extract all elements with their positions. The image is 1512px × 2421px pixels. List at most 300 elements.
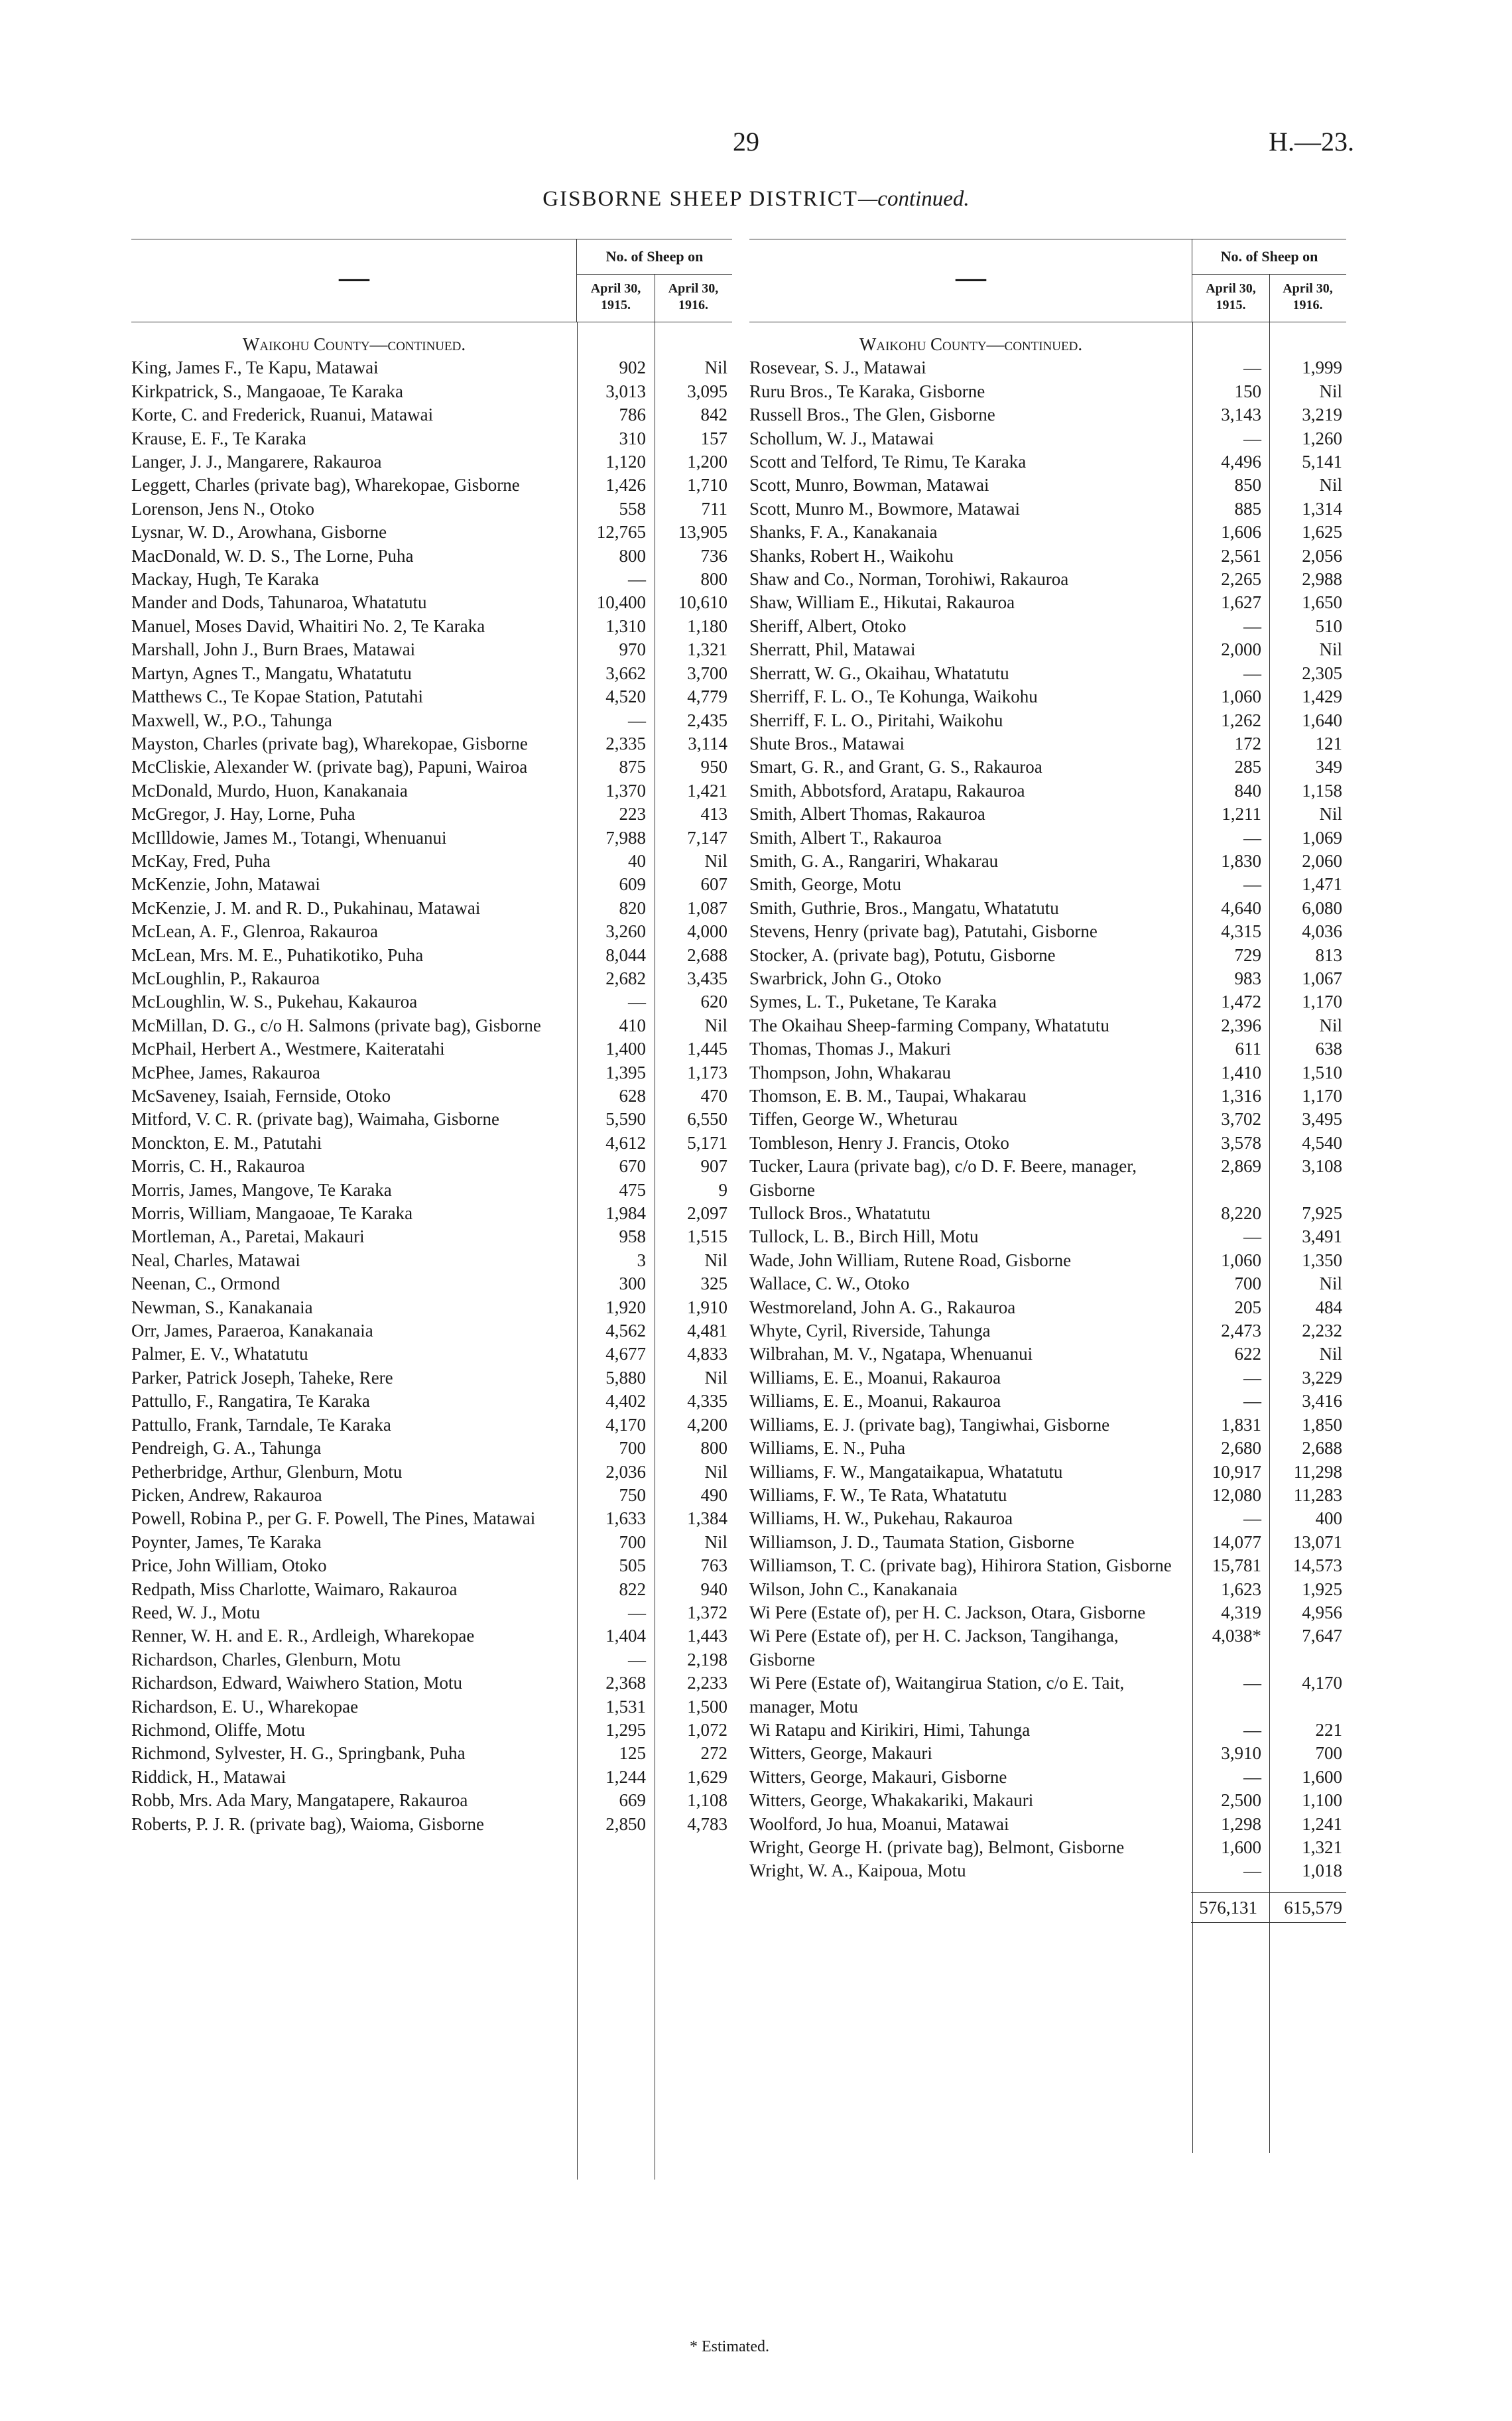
table-row <box>131 1061 732 1084</box>
holder-name: Neal, Charles, Matawai <box>131 1250 300 1270</box>
sheep-1916: 4,481 <box>687 1321 727 1341</box>
holder-name: Smith, Abbotsford, Aratapu, Rakauroa <box>749 780 1025 801</box>
sheep-1916: 10,610 <box>678 592 727 613</box>
holder-name: Ruru Bros., Te Karaka, Gisborne <box>749 381 985 401</box>
holder-name: Smith, G. A., Rangariri, Whakarau <box>749 850 999 871</box>
sheep-1916: 1,445 <box>687 1039 727 1059</box>
holder-name: Wi Pere (Estate of), Waitangirua Station, c/o E. Tait, manager, Motu <box>749 1673 1125 1717</box>
sheep-1915: 700 <box>1234 1274 1261 1294</box>
holder-name: Stevens, Henry (private bag), Patutahi, Gisborne <box>749 921 1098 942</box>
holder-name: Richardson, Charles, Glenburn, Motu <box>131 1649 401 1669</box>
sheep-1916: 1,710 <box>687 475 727 495</box>
holder-name: Thomas, Thomas J., Makuri <box>749 1039 951 1059</box>
sheep-1916: 3,219 <box>1302 405 1342 425</box>
sheep-1915: 2,368 <box>605 1673 646 1693</box>
table-row <box>749 1413 1346 1437</box>
sheep-1915: — <box>1243 1367 1261 1388</box>
right-header-dash: — <box>956 260 986 294</box>
table-row <box>749 732 1346 755</box>
sheep-1915: 3,910 <box>1221 1743 1261 1764</box>
table-row <box>131 403 732 426</box>
right-header-col-1916: April 30, 1916. <box>1283 281 1333 312</box>
sheep-1916: 1,067 <box>1302 968 1342 988</box>
holder-name: Mayston, Charles (private bag), Wharekopae, Gisborne <box>131 733 528 753</box>
sheep-1916: 842 <box>700 405 727 425</box>
table-row <box>131 1624 732 1648</box>
sheep-1915: 15,781 <box>1212 1555 1261 1576</box>
table-row <box>131 1766 732 1789</box>
holder-name: Morris, James, Mangove, Te Karaka <box>131 1179 392 1200</box>
sheep-1915: 1,316 <box>1221 1086 1261 1106</box>
sheep-1915: 1,472 <box>1221 992 1261 1012</box>
sheep-1915: 1,120 <box>605 452 646 472</box>
sheep-1915: 4,402 <box>605 1391 646 1411</box>
table-row <box>131 497 732 521</box>
sheep-1915: 2,396 <box>1221 1015 1261 1035</box>
holder-name: Smart, G. R., and Grant, G. S., Rakauroa <box>749 757 1042 777</box>
holder-name: Monckton, E. M., Patutahi <box>131 1132 322 1153</box>
holder-name: McCliskie, Alexander W. (private bag), Papuni, Wairoa <box>131 757 528 777</box>
table-row <box>131 356 732 379</box>
sheep-1916: 1,850 <box>1302 1414 1342 1435</box>
sheep-1916: 4,036 <box>1302 921 1342 942</box>
sheep-1915: 983 <box>1234 968 1261 988</box>
holder-name: Marshall, John J., Burn Braes, Matawai <box>131 639 416 660</box>
sheep-1915: — <box>628 1649 646 1669</box>
sheep-1916: Nil <box>1319 804 1342 824</box>
holder-name: Picken, Andrew, Rakauroa <box>131 1484 322 1505</box>
sheep-1916: Nil <box>1319 639 1342 660</box>
holder-name: Williams, E. N., Puha <box>749 1438 906 1459</box>
sheep-1915: 2,036 <box>605 1461 646 1482</box>
sheep-1916: 400 <box>1315 1508 1342 1529</box>
sheep-1916: 484 <box>1315 1297 1342 1317</box>
sheep-1916: 1,260 <box>1302 428 1342 448</box>
table-row <box>131 920 732 943</box>
sheep-1915: — <box>1243 1719 1261 1740</box>
holder-name: Smith, Albert Thomas, Rakauroa <box>749 804 985 824</box>
table-row <box>131 685 732 708</box>
sheep-1916: 4,540 <box>1302 1132 1342 1153</box>
table-row <box>749 380 1346 403</box>
sheep-1915: 840 <box>1234 780 1261 801</box>
sheep-1915: 475 <box>619 1179 646 1200</box>
sheep-1916: 2,688 <box>687 945 727 965</box>
sheep-1915: 223 <box>619 804 646 824</box>
table-row <box>749 474 1346 497</box>
sheep-1916: 1,314 <box>1302 498 1342 519</box>
table-row <box>749 1155 1346 1202</box>
sheep-1915: 700 <box>619 1532 646 1552</box>
sheep-1916: 6,550 <box>687 1109 727 1130</box>
holder-name: Thompson, John, Whakarau <box>749 1062 951 1082</box>
table-row <box>131 1272 732 1295</box>
holder-name: Wright, George H. (private bag), Belmont, Gisborne <box>749 1837 1125 1857</box>
sheep-1915: — <box>628 992 646 1012</box>
sheep-1915: 970 <box>619 639 646 660</box>
holder-name: Krause, E. F., Te Karaka <box>131 428 306 448</box>
sheep-1915: 310 <box>619 428 646 448</box>
holder-name: Williamson, T. C. (private bag), Hihirora Station, Gisborne <box>749 1555 1172 1576</box>
sheep-1915: 3,578 <box>1221 1132 1261 1153</box>
sheep-1915: — <box>1243 616 1261 636</box>
holder-name: Powell, Robina P., per G. F. Powell, The Pines, Matawai <box>131 1508 536 1529</box>
sheep-1915: 285 <box>1234 757 1261 777</box>
holder-name: Shute Bros., Matawai <box>749 733 905 753</box>
sheep-1915: 4,612 <box>605 1132 646 1153</box>
holder-name: Petherbridge, Arthur, Glenburn, Motu <box>131 1461 403 1482</box>
sheep-1915: 2,500 <box>1221 1790 1261 1811</box>
holder-name: Smith, George, Motu <box>749 874 901 895</box>
table-row <box>131 1507 732 1530</box>
sheep-1915: 1,920 <box>605 1297 646 1317</box>
holder-name: Manuel, Moses David, Whaitiri No. 2, Te Karaka <box>131 616 485 636</box>
holder-name: Parker, Patrick Joseph, Taheke, Rere <box>131 1367 393 1388</box>
sheep-1916: 1,200 <box>687 452 727 472</box>
sheep-1915: 2,000 <box>1221 639 1261 660</box>
sheep-1915: 1,211 <box>1222 804 1261 824</box>
sheep-1915: 2,265 <box>1221 569 1261 590</box>
table-row <box>749 1671 1346 1719</box>
table-row <box>131 1742 732 1765</box>
sheep-1916: 3,435 <box>687 968 727 988</box>
holder-name: Whyte, Cyril, Riverside, Tahunga <box>749 1321 991 1341</box>
sheep-1915: 1,060 <box>1221 687 1261 707</box>
sheep-1915: 125 <box>619 1743 646 1764</box>
holder-name: Wilbrahan, M. V., Ngatapa, Whenuanui <box>749 1344 1033 1364</box>
holder-name: Mitford, V. C. R. (private bag), Waimaha, Gisborne <box>131 1109 499 1130</box>
sheep-1915: 1,310 <box>605 616 646 636</box>
sheep-1916: 1,650 <box>1302 592 1342 613</box>
sheep-1915: 3,702 <box>1221 1109 1261 1130</box>
table-row <box>131 1413 732 1437</box>
sheep-1915: 609 <box>619 874 646 895</box>
sheep-1916: 1,421 <box>687 780 727 801</box>
sheep-1916: 1,158 <box>1302 780 1342 801</box>
sheep-1916: 2,198 <box>687 1649 727 1669</box>
table-row <box>131 1601 732 1624</box>
sheep-1915: — <box>628 569 646 590</box>
sheep-1915: — <box>1243 1226 1261 1247</box>
sheep-1915: — <box>1243 1766 1261 1787</box>
table-row <box>131 755 732 779</box>
sheep-1916: 1,443 <box>687 1626 727 1646</box>
holder-name: Lysnar, W. D., Arowhana, Gisborne <box>131 522 387 543</box>
holder-name: Williamson, J. D., Taumata Station, Gisborne <box>749 1532 1074 1552</box>
sheep-1915: 628 <box>619 1086 646 1106</box>
table-row <box>749 1859 1346 1882</box>
table-row <box>749 755 1346 779</box>
sheep-1915: 205 <box>1234 1297 1261 1317</box>
sheep-1915: 5,880 <box>605 1367 646 1388</box>
table-row <box>749 1437 1346 1460</box>
table-row <box>131 1084 732 1108</box>
holder-name: McPhee, James, Rakauroa <box>131 1062 320 1082</box>
holder-name: Sherratt, Phil, Matawai <box>749 639 916 660</box>
sheep-1916: 157 <box>700 428 727 448</box>
holder-name: Woolford, Jo hua, Moanui, Matawai <box>749 1813 1009 1834</box>
table-row <box>131 615 732 638</box>
sheep-1915: 1,831 <box>1221 1414 1261 1435</box>
table-row <box>749 427 1346 450</box>
table-row <box>131 427 732 450</box>
sheep-1915: 1,627 <box>1221 592 1261 613</box>
sheep-1916: 1,180 <box>687 616 727 636</box>
table-row <box>749 1766 1346 1789</box>
holder-name: Stocker, A. (private bag), Potutu, Gisborne <box>749 945 1056 965</box>
holder-name: Rosevear, S. J., Matawai <box>749 358 926 378</box>
table-row <box>749 897 1346 920</box>
right-table-column <box>749 239 1346 1923</box>
holder-name: Morris, William, Mangaoae, Te Karaka <box>131 1203 413 1224</box>
table-row <box>749 662 1346 685</box>
sheep-1916: 3,095 <box>687 381 727 401</box>
table-row <box>131 990 732 1014</box>
table-row <box>131 803 732 826</box>
sheep-1915: 4,677 <box>605 1344 646 1364</box>
sheep-1916: 907 <box>700 1156 727 1177</box>
sheep-1915: 850 <box>1234 475 1261 495</box>
sheep-1915: — <box>628 1602 646 1622</box>
sheep-1916: 800 <box>700 1438 727 1459</box>
sheep-1916: 1,372 <box>687 1602 727 1622</box>
sheep-1916: 1,500 <box>687 1696 727 1717</box>
sheep-1915: 12,765 <box>596 522 646 543</box>
left-table-body <box>131 322 732 1836</box>
holder-name: Scott, Munro M., Bowmore, Matawai <box>749 498 1020 519</box>
table-row <box>131 1225 732 1248</box>
sheep-1915: 1,410 <box>1221 1062 1261 1082</box>
holder-name: Witters, George, Whakakariki, Makauri <box>749 1790 1034 1811</box>
table-row <box>749 497 1346 521</box>
sheep-1915: 2,869 <box>1221 1156 1261 1177</box>
holder-name: Kirkpatrick, S., Mangaoae, Te Karaka <box>131 381 403 401</box>
table-row <box>131 638 732 661</box>
table-row <box>131 826 732 850</box>
holder-name: Newman, S., Kanakanaia <box>131 1297 313 1317</box>
sheep-1916: 1,321 <box>687 639 727 660</box>
holder-name: McLean, Mrs. M. E., Puhatikotiko, Puha <box>131 945 424 965</box>
holder-name: Westmoreland, John A. G., Rakauroa <box>749 1297 1016 1317</box>
sheep-1915: 1,830 <box>1221 850 1261 871</box>
holder-name: Neenan, C., Ormond <box>131 1274 281 1294</box>
table-row <box>749 545 1346 568</box>
sheep-1916: 4,956 <box>1302 1602 1342 1622</box>
table-row <box>131 732 732 755</box>
sheep-1915: 2,561 <box>1221 545 1261 566</box>
holder-name: McKay, Fred, Puha <box>131 850 271 871</box>
sheep-1916: 4,000 <box>687 921 727 942</box>
sheep-1915: 1,600 <box>1221 1837 1261 1857</box>
holder-name: Wi Pere (Estate of), per H. C. Jackson, Otara, Gisborne <box>749 1602 1146 1622</box>
table-row <box>749 638 1346 661</box>
sheep-1915: 14,077 <box>1212 1532 1261 1552</box>
table-row <box>131 591 732 614</box>
holder-name: McLoughlin, W. S., Pukehau, Kakauroa <box>131 992 418 1012</box>
table-row <box>749 1742 1346 1765</box>
sheep-1916: 1,173 <box>687 1062 727 1082</box>
sheep-1916: 7,925 <box>1302 1203 1342 1224</box>
sheep-1916: 490 <box>700 1484 727 1505</box>
holder-name: Tombleson, Henry J. Francis, Otoko <box>749 1132 1009 1153</box>
table-row <box>749 1108 1346 1131</box>
totals-row <box>1191 1892 1346 1923</box>
sheep-1916: 607 <box>700 874 727 895</box>
sheep-1915: 558 <box>619 498 646 519</box>
table-row <box>131 1108 732 1131</box>
sheep-1916: 1,350 <box>1302 1250 1342 1270</box>
sheep-1916: 1,629 <box>687 1766 727 1787</box>
holder-name: Scott, Munro, Bowman, Matawai <box>749 475 989 495</box>
sheep-1915: 3,260 <box>605 921 646 942</box>
holder-name: Tullock, L. B., Birch Hill, Motu <box>749 1226 979 1247</box>
table-row <box>749 615 1346 638</box>
holder-name: Orr, James, Paraeroa, Kanakanaia <box>131 1321 373 1341</box>
sheep-1916: 325 <box>700 1274 727 1294</box>
holder-name: McGregor, J. Hay, Lorne, Puha <box>131 804 355 824</box>
holder-name: King, James F., Te Kapu, Matawai <box>131 358 379 378</box>
right-rows <box>749 333 1346 1923</box>
sheep-1915: 3,143 <box>1221 405 1261 425</box>
sheep-1916: 221 <box>1315 1719 1342 1740</box>
sheep-1915: 10,917 <box>1212 1461 1261 1482</box>
holder-name: Tucker, Laura (private bag), c/o D. F. Beere, manager, Gisborne <box>749 1156 1137 1200</box>
table-row <box>749 1624 1346 1671</box>
sheep-1915: — <box>1243 1673 1261 1693</box>
sheep-1915: 300 <box>619 1274 646 1294</box>
sheep-1916: 1,471 <box>1302 874 1342 895</box>
sheep-1916: Nil <box>1319 381 1342 401</box>
holder-name: Williams, E. J. (private bag), Tangiwhai, Gisborne <box>749 1414 1110 1435</box>
table-row <box>131 380 732 403</box>
table-row <box>131 521 732 544</box>
sheep-1915: 8,220 <box>1221 1203 1261 1224</box>
table-row <box>749 1461 1346 1484</box>
sheep-1915: 1,984 <box>605 1203 646 1224</box>
holder-name: McDonald, Murdo, Huon, Kanakanaia <box>131 780 408 801</box>
holder-name: McIlldowie, James M., Totangi, Whenuanui <box>131 827 447 848</box>
holder-name: Pattullo, F., Rangatira, Te Karaka <box>131 1391 370 1411</box>
holder-name: Scott and Telford, Te Rimu, Te Karaka <box>749 452 1027 472</box>
sheep-1916: 763 <box>700 1555 727 1576</box>
sheep-1916: 1,515 <box>687 1226 727 1247</box>
sheep-1916: 1,910 <box>687 1297 727 1317</box>
sheep-1916: 121 <box>1315 733 1342 753</box>
table-row <box>131 1789 732 1812</box>
sheep-1916: Nil <box>704 850 727 871</box>
sheep-1915: 611 <box>1235 1039 1261 1059</box>
table-row <box>131 662 732 685</box>
holder-name: Richardson, E. U., Wharekopae <box>131 1696 359 1717</box>
sheep-1916: Nil <box>1319 1015 1342 1035</box>
sheep-1915: 2,680 <box>1221 1438 1261 1459</box>
table-row <box>131 1296 732 1319</box>
table-row <box>749 1719 1346 1742</box>
holder-name: McLean, A. F., Glenroa, Rakauroa <box>131 921 378 942</box>
table-row <box>749 1507 1346 1530</box>
holder-name: Reed, W. J., Motu <box>131 1602 261 1622</box>
sheep-1915: 4,520 <box>605 687 646 707</box>
sheep-1916: 1,100 <box>1302 1790 1342 1811</box>
sheep-1915: 958 <box>619 1226 646 1247</box>
holder-name: Russell Bros., The Glen, Gisborne <box>749 405 995 425</box>
holder-name: Mortleman, A., Paretai, Makauri <box>131 1226 365 1247</box>
document-reference: H.—23. <box>1269 127 1354 157</box>
sheep-1915: 1,395 <box>605 1062 646 1082</box>
table-row <box>131 1554 732 1577</box>
table-row <box>749 990 1346 1014</box>
sheep-1915: 2,335 <box>605 733 646 753</box>
sheep-1915: 1,298 <box>1221 1813 1261 1834</box>
sheep-1916: 700 <box>1315 1743 1342 1764</box>
table-row <box>749 591 1346 614</box>
sheep-1916: 4,779 <box>687 687 727 707</box>
sheep-1915: 4,170 <box>605 1414 646 1435</box>
sheep-1916: 4,833 <box>687 1344 727 1364</box>
sheep-1916: 1,241 <box>1302 1813 1342 1834</box>
table-row <box>131 850 732 873</box>
sheep-1915: 1,633 <box>605 1508 646 1529</box>
total-1916: 615,579 <box>1284 1897 1342 1918</box>
sheep-1916: 413 <box>700 804 727 824</box>
sheep-1916: 13,071 <box>1292 1532 1342 1552</box>
holder-name: MacDonald, W. D. S., The Lorne, Puha <box>131 545 414 566</box>
table-row <box>131 1179 732 1202</box>
sheep-1916: 5,171 <box>687 1132 727 1153</box>
table-row <box>749 1249 1346 1272</box>
sheep-1916: Nil <box>704 1250 727 1270</box>
sheep-1916: 1,108 <box>687 1790 727 1811</box>
holder-name: Tullock Bros., Whatatutu <box>749 1203 931 1224</box>
table-row <box>749 826 1346 850</box>
holder-name: Sherriff, F. L. O., Piritahi, Waikohu <box>749 710 1003 730</box>
sheep-1915: 2,850 <box>605 1813 646 1834</box>
sheep-1916: 1,170 <box>1302 1086 1342 1106</box>
sheep-1915: 12,080 <box>1212 1484 1261 1505</box>
sheep-1916: Nil <box>704 358 727 378</box>
table-row <box>749 685 1346 708</box>
table-row <box>749 1578 1346 1601</box>
left-header-group-title: No. of Sheep on <box>577 239 732 275</box>
sheep-1916: 11,298 <box>1293 1461 1342 1482</box>
sheep-1916: 1,018 <box>1302 1861 1342 1881</box>
sheep-1915: 1,400 <box>605 1039 646 1059</box>
table-row <box>749 920 1346 943</box>
table-row <box>131 1813 732 1836</box>
holder-name: Langer, J. J., Mangarere, Rakauroa <box>131 452 382 472</box>
holder-name: Thomson, E. B. M., Taupai, Whakarau <box>749 1086 1027 1106</box>
table-row <box>749 709 1346 732</box>
sheep-1916: 1,069 <box>1302 827 1342 848</box>
holder-name: Price, John William, Otoko <box>131 1555 327 1576</box>
table-row <box>131 779 732 803</box>
holder-name: Shaw, William E., Hikutai, Rakauroa <box>749 592 1015 613</box>
table-row <box>749 1554 1346 1577</box>
holder-name: Witters, George, Makauri, Gisborne <box>749 1766 1007 1787</box>
sheep-1916: 1,170 <box>1302 992 1342 1012</box>
holder-name: Wilson, John C., Kanakanaia <box>749 1579 958 1599</box>
sheep-1915: 875 <box>619 757 646 777</box>
holder-name: Sheriff, Albert, Otoko <box>749 616 907 636</box>
holder-name: McKenzie, J. M. and R. D., Pukahinau, Matawai <box>131 897 481 918</box>
sheep-1915: 1,370 <box>605 780 646 801</box>
sheep-1915: — <box>628 710 646 730</box>
sheep-1916: 349 <box>1315 757 1342 777</box>
sheep-1915: 1,531 <box>605 1696 646 1717</box>
title-main: GISBORNE SHEEP DISTRICT <box>542 187 858 211</box>
sheep-1916: 1,625 <box>1302 522 1342 543</box>
sheep-1916: 6,080 <box>1302 897 1342 918</box>
